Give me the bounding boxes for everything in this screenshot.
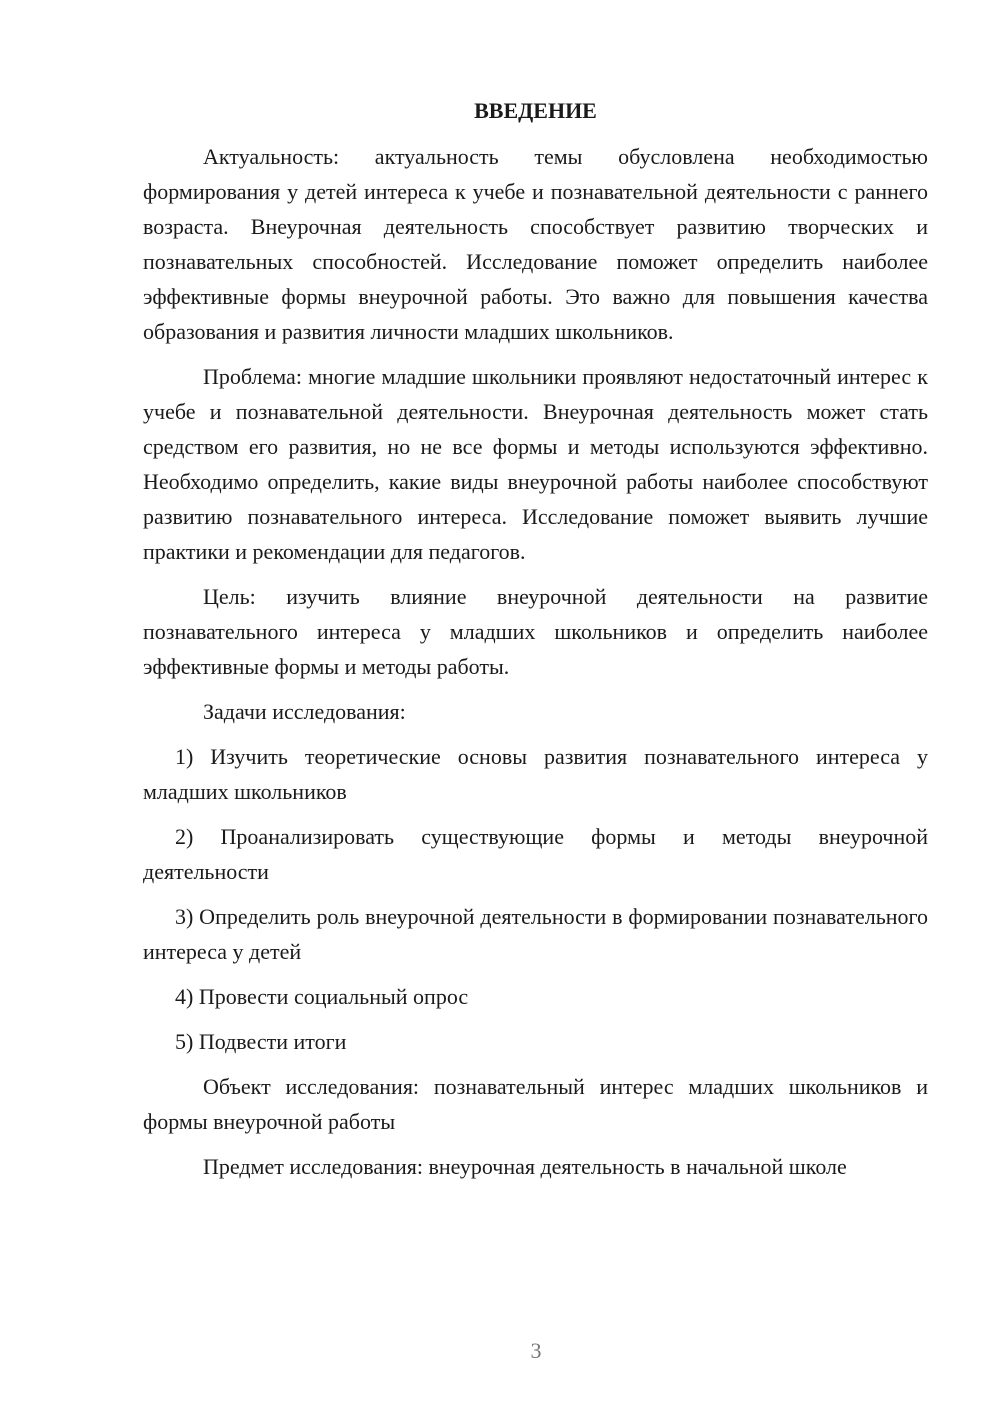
- page-number: 3: [530, 1338, 542, 1363]
- tasks-heading: Задачи исследования:: [203, 699, 406, 724]
- paragraph-goal: Цель: изучить влияние внеурочной деятельности на развитие познавательного интереса у младших школьников и определить наиболее эффективные формы и методы работы.: [143, 584, 928, 679]
- task-item-4: 4) Провести социальный опрос: [175, 984, 469, 1009]
- paragraph-problem: Проблема: многие младшие школьники проявляют недостаточный интерес к учебе и познавательной деятельности. Внеурочная деятельность может стать средством его развития, но не все формы и методы используются эффективно. Необходимо определить, какие виды внеурочной работы наиболее способствуют развитию познавательного интереса. Исследование поможет выявить лучшие практики и рекомендации для педагогов.: [143, 364, 928, 564]
- task-item-3: 3) Определить роль внеурочной деятельности в формировании познавательного интереса у детей: [143, 904, 928, 964]
- paragraph-subject: Предмет исследования: внеурочная деятельность в начальной школе: [203, 1154, 847, 1179]
- paragraph-object: Объект исследования: познавательный интерес младших школьников и формы внеурочной работы: [143, 1074, 928, 1134]
- task-item-5: 5) Подвести итоги: [175, 1029, 347, 1054]
- task-item-2: 2) Проанализировать существующие формы и методы внеурочной деятельности: [143, 824, 928, 884]
- task-item-1: 1) Изучить теоретические основы развития познавательного интереса у младших школьников: [143, 744, 928, 804]
- paragraph-relevance: Актуальность: актуальность темы обусловлена необходимостью формирования у детей интереса к учебе и познавательной деятельности с раннего возраста. Внеурочная деятельность способствует развитию творческих и познавательных способностей. Исследование поможет определить наиболее эффективные формы внеурочной работы. Это важно для повышения качества образования и развития личности младших школьников.: [143, 144, 928, 344]
- section-title: ВВЕДЕНИЕ: [474, 98, 597, 123]
